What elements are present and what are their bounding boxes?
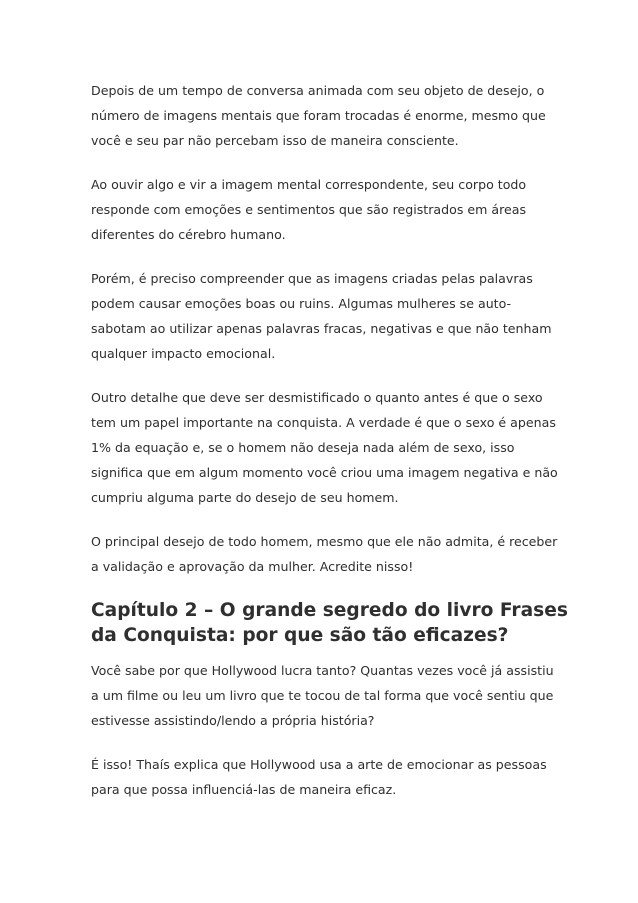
paragraph-7 [91, 752, 549, 802]
text-line: podem causar emoções boas ou ruins. Algumas mulheres se auto- [91, 296, 512, 311]
text-line: a um filme ou leu um livro que te tocou de tal forma que você sentiu que [91, 688, 554, 703]
text-line: responde com emoções e sentimentos que são registrados em áreas [91, 202, 527, 217]
text-line: você e seu par não percebam isso de maneira consciente. [91, 133, 459, 148]
document-page [91, 78, 568, 821]
text-line: O principal desejo de todo homem, mesmo que ele não admita, é receber [91, 534, 558, 549]
text-line: Depois de um tempo de conversa animada com seu objeto de desejo, o [91, 83, 545, 98]
paragraph-5 [91, 529, 558, 579]
paragraph-2 [91, 172, 549, 247]
text-line: Outro detalhe que deve ser desmistificado o quanto antes é que o sexo [91, 390, 543, 405]
paragraph-4 [91, 385, 558, 510]
paragraph-6 [91, 658, 554, 733]
paragraph-1 [91, 78, 549, 153]
text-line: Porém, é preciso compreender que as imagens criadas pelas palavras [91, 271, 533, 286]
heading-line: da Conquista: por que são tão eficazes? [91, 625, 509, 646]
text-line: a validação e aprovação da mulher. Acredite nisso! [91, 559, 414, 574]
text-line: número de imagens mentais que foram trocadas é enorme, mesmo que [91, 108, 546, 123]
text-line: cumpriu alguma parte do desejo de seu homem. [91, 490, 399, 505]
chapter-heading [91, 598, 568, 648]
text-line: 1% da equação e, se o homem não deseja nada além de sexo, isso [91, 440, 515, 455]
text-line: diferentes do cérebro humano. [91, 227, 286, 242]
text-line: estivesse assistindo/lendo a própria história? [91, 713, 375, 728]
text-line: tem um papel importante na conquista. A verdade é que o sexo é apenas [91, 415, 556, 430]
paragraph-3 [91, 266, 552, 366]
text-line: Ao ouvir algo e vir a imagem mental correspondente, seu corpo todo [91, 177, 527, 192]
text-line: significa que em algum momento você criou uma imagem negativa e não [91, 465, 558, 480]
text-line: para que possa influenciá-las de maneira eficaz. [91, 782, 397, 797]
text-line: sabotam ao utilizar apenas palavras fracas, negativas e que não tenham [91, 321, 552, 336]
heading-line: Capítulo 2 – O grande segredo do livro Frases [91, 600, 568, 621]
text-line: É isso! Thaís explica que Hollywood usa a arte de emocionar as pessoas [91, 757, 547, 772]
text-line: qualquer impacto emocional. [91, 346, 276, 361]
text-line: Você sabe por que Hollywood lucra tanto? Quantas vezes você já assistiu [91, 663, 554, 678]
